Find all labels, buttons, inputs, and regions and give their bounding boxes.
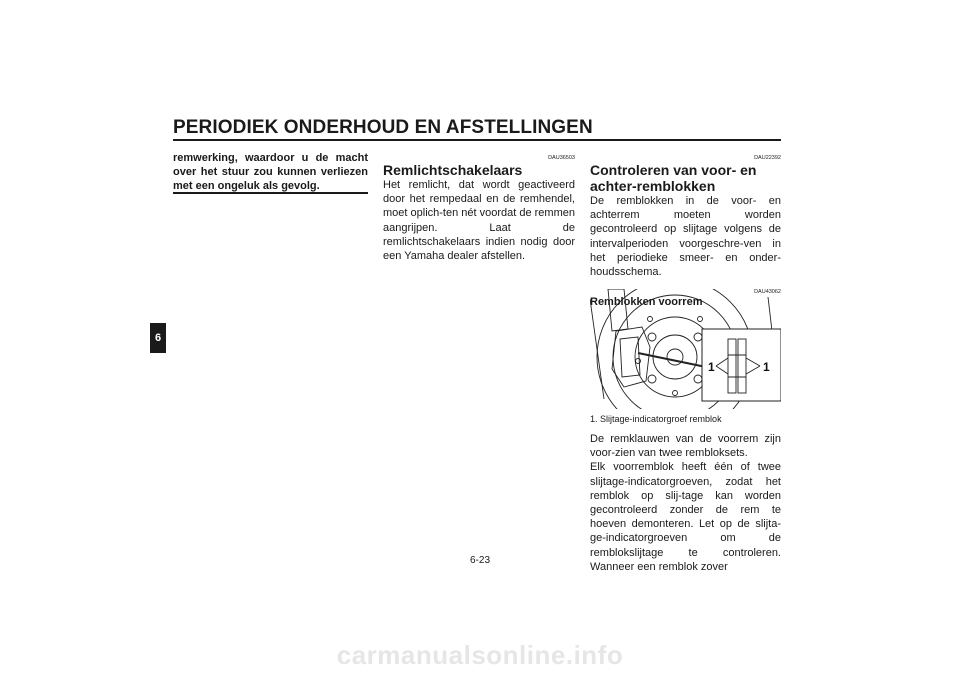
section-brake-pads-continued [590,432,781,574]
section-body: De remblokken in de voor- en achterrem moeten worden gecontroleerd op slijtage volgens de intervalperioden voorgeschre-ven in het periodieke smeer- en onder-houdsschema. [590,195,781,279]
page-number: 6-23 [469,555,490,566]
section-heading: Remlichtschakelaars [383,162,523,178]
figure-label-left: 1 [708,360,715,374]
warning-end-rule [173,192,368,194]
section-code: DAU22392 [754,155,781,161]
subsection-heading: Remblokken voorrem [590,296,703,309]
header-rule [173,139,781,141]
section-heading: Controleren van voor- en achter-remblokken [590,162,757,194]
paragraph: Elk voorremblok heeft één of twee slijtage-indicatorgroeven, zodat het remblok op slij-tage kan worden gecontroleerd zonder de rem te hoeven demonteren. Let op de slijta-ge-indicatorgroeven om de remblokslijtage te controleren. Wanneer een remblok zover [590,461,781,573]
page-title: PERIODIEK ONDERHOUD EN AFSTELLINGEN [173,117,593,138]
figure-label-right: 1 [763,360,770,374]
subsection-code: DAU43062 [754,289,781,296]
section-brake-pads [590,155,781,309]
watermark: carmanualsonline.info [336,640,624,670]
section-body: Het remlicht, dat wordt geactiveerd door het rempedaal en de remhendel, moet oplich-ten nét voordat de remmen aangrijpen. Laat de remlichtschakelaars indien nodig door een Yamaha dealer afstellen. [383,179,575,263]
figure-caption: 1. Slijtage-indicatorgroef remblok [590,414,722,424]
section-brake-light-switches [383,155,575,263]
chapter-tab: 6 [150,323,166,353]
warning-text: remwerking, waardoor u de macht over het stuur zou kunnen verliezen met een ongeluk als gevolg. [173,152,368,193]
section-code: DAU36503 [548,155,575,161]
brake-caliper-illustration [590,289,781,409]
paragraph: De remklauwen van de voorrem zijn voor-zien van twee rembloksets. [590,433,781,460]
